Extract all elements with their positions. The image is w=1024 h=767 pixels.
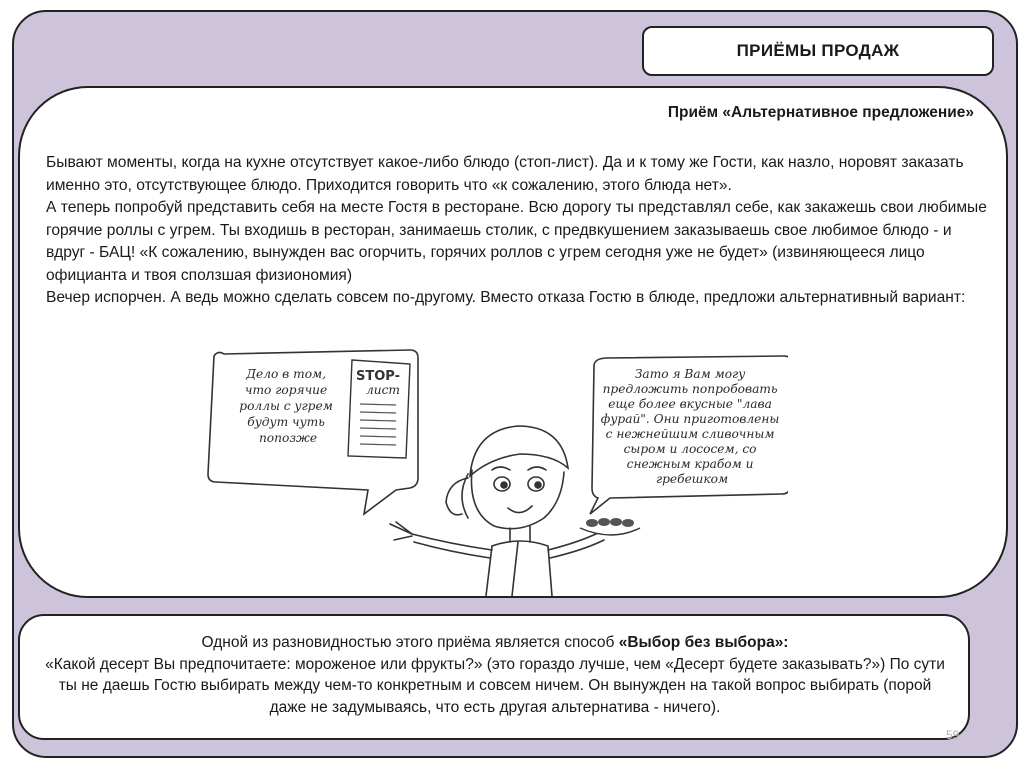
left-bubble-line: будут чуть bbox=[247, 415, 325, 429]
right-bubble-line: фурай". Они приготовлены bbox=[600, 412, 780, 426]
paragraph: Вечер испорчен. А ведь можно сделать совсем по-другому. Вместо отказа Гостю в блюде, предложи альтернативный вариант: bbox=[46, 289, 966, 306]
left-bubble-line: что горячие bbox=[244, 383, 328, 397]
stop-list-sheet bbox=[348, 360, 410, 458]
right-bubble-text bbox=[601, 367, 783, 486]
technique-title: Приём «Альтернативное предложение» bbox=[667, 104, 974, 121]
page-number: 59 bbox=[946, 728, 960, 742]
paragraph: А теперь попробуй представить себя на месте Гостя в ресторане. Всю дорогу ты представлял себе, как закажешь свои любимые горячие роллы с угрем. Ты входишь в ресторан, занимаешь столик, с предвкушением заказываешь свое любимое блюдо - и вдруг - БАЦ! «К сожалению, вынужден вас огорчить, горячих роллов с угрем сегодня уже не будет» (извиняющееся лицо официанта и твоя сползшая физиономия) bbox=[46, 199, 987, 284]
stop-word: STOP- bbox=[356, 369, 400, 384]
right-bubble-line: Зато я Вам могу bbox=[634, 367, 746, 381]
right-bubble-line: предложить попробовать bbox=[602, 382, 778, 396]
left-bubble-line: попозже bbox=[258, 431, 318, 445]
right-bubble-line: еще более вкусные "лава bbox=[608, 397, 772, 411]
right-bubble-line: сыром и лососем, со bbox=[623, 442, 757, 456]
bottom-intro: Одной из разновидностью этого приёма является способ bbox=[201, 634, 619, 651]
bottom-intro-line bbox=[40, 632, 950, 654]
main-text bbox=[46, 152, 991, 310]
right-bubble-line: снежным крабом и bbox=[626, 457, 754, 471]
waitress-figure bbox=[390, 426, 604, 596]
left-bubble-line: роллы с угрем bbox=[239, 399, 333, 413]
main-panel bbox=[18, 86, 1008, 598]
page-title-text: ПРИЁМЫ ПРОДАЖ bbox=[736, 41, 900, 60]
tray-with-rolls bbox=[580, 518, 640, 535]
bottom-paragraph: «Какой десерт Вы предпочитаете: мороженое или фрукты?» (это гораздо лучше, чем «Десерт будете заказывать?») По сути ты не даешь Гостю выбирать между чем-то конкретным и совсем ничем. Он вынужден на такой вопрос выбирать (порой даже не задумываясь, что есть другая альтернатива - ничего). bbox=[45, 655, 945, 716]
right-bubble-line: с нежнейшим сливочным bbox=[605, 427, 775, 441]
bottom-method: «Выбор без выбора»: bbox=[618, 634, 789, 651]
page-title bbox=[642, 26, 994, 76]
right-bubble-line: гребешком bbox=[655, 472, 729, 486]
bottom-text bbox=[40, 632, 950, 718]
stop-sub: лист bbox=[366, 383, 400, 397]
bottom-panel bbox=[18, 614, 970, 740]
left-bubble-line: Дело в том, bbox=[246, 367, 327, 381]
paragraph: Бывают моменты, когда на кухне отсутствует какое-либо блюдо (стоп-лист). Да и к тому же Гости, как назло, норовят заказать именно это, отсутствующее блюдо. Приходится говорить что «к сожалению, этого блюда нет». bbox=[46, 154, 964, 194]
waitress-illustration bbox=[200, 346, 788, 596]
